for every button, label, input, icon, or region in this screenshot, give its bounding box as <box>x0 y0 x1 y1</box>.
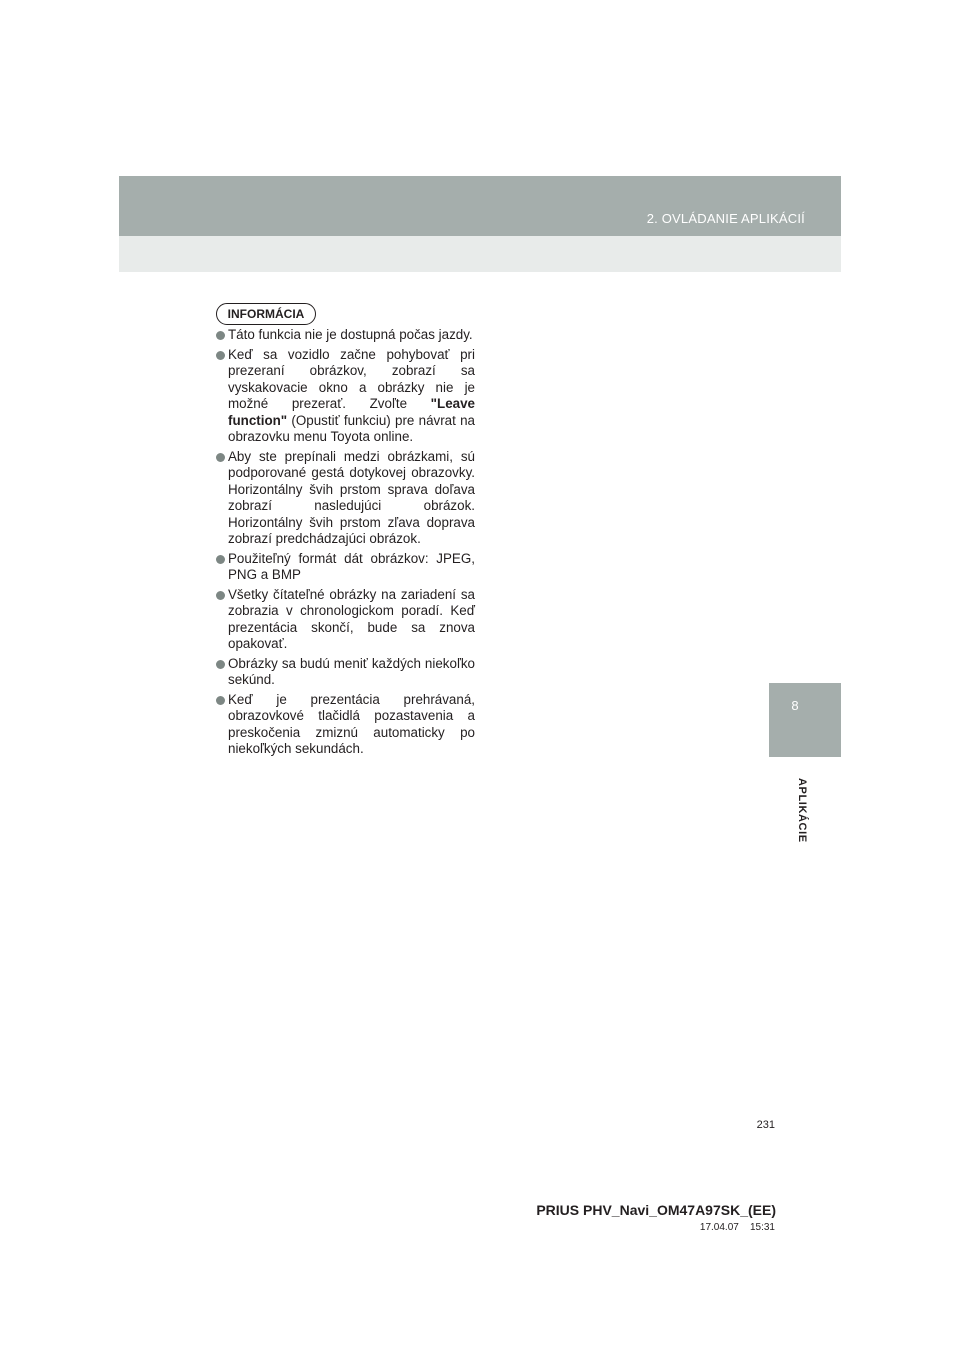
bullet-dot-icon <box>216 696 225 705</box>
bullet-text-bold: "Leave function" <box>228 396 475 428</box>
bullet-dot-icon <box>216 591 225 600</box>
bullet-dot-icon <box>216 453 225 462</box>
bullet-text: Táto funkcia nie je dostupná počas jazdy. <box>228 327 473 342</box>
list-item <box>216 656 475 689</box>
bullet-dot-icon <box>216 660 225 669</box>
chapter-side-label-text: APLIKÁCIE <box>796 778 808 843</box>
info-bullet-list <box>216 327 475 761</box>
bullet-text: Aby ste prepínali medzi obrázkami, sú podporované gestá dotykovej obrazovky. Horizontálny švih prstom sprava doľava zobrazí nasledujúci obrázok. Horizontálny švih prstom zľava doprava zobrazí predchádzajúci obrázok. <box>228 448 475 546</box>
list-item <box>216 587 475 653</box>
bullet-text-part: (Opustiť funkciu) pre návrat na obrazovku menu Toyota online. <box>228 412 475 444</box>
header-subband <box>119 236 841 272</box>
list-item <box>216 692 475 758</box>
info-badge: INFORMÁCIA <box>216 303 316 325</box>
document-timestamp <box>700 1222 775 1233</box>
bullet-text <box>228 347 475 445</box>
list-item <box>216 551 475 584</box>
chapter-side-label <box>777 778 821 878</box>
bullet-text: Keď je prezentácia prehrávaná, obrazovkové tlačidlá pozastavenia a preskočenia zmiznú automaticky po niekoľkých sekundách. <box>228 691 475 756</box>
document-time: 15:31 <box>749 1222 775 1233</box>
list-item <box>216 449 475 548</box>
page-number: 231 <box>756 1119 775 1131</box>
bullet-text: Použiteľný formát dát obrázkov: JPEG, PNG a BMP <box>228 550 475 582</box>
bullet-dot-icon <box>216 331 225 340</box>
chapter-number: 8 <box>791 698 799 713</box>
bullet-text: Obrázky sa budú meniť každých niekoľko sekúnd. <box>228 655 475 687</box>
list-item <box>216 327 475 344</box>
document-date: 17.04.07 <box>699 1222 739 1233</box>
document-id: PRIUS PHV_Navi_OM47A97SK_(EE) <box>536 1202 776 1218</box>
chapter-title: 2. OVLÁDANIE APLIKÁCIÍ <box>646 211 805 226</box>
bullet-text: Všetky čítateľné obrázky na zariadení sa zobrazia v chronologickom poradí. Keď prezentácia skončí, bude sa znova opakovať. <box>228 586 475 651</box>
bullet-dot-icon <box>216 351 225 360</box>
header-band <box>119 176 841 236</box>
bullet-dot-icon <box>216 555 225 564</box>
bullet-text-part: Keď sa vozidlo začne pohybovať pri prezeraní obrázkov, zobrazí sa vyskakovacie okno a obrázky nie je možné prezerať. Zvoľte <box>228 346 475 411</box>
list-item <box>216 347 475 446</box>
chapter-side-tab <box>769 683 841 757</box>
